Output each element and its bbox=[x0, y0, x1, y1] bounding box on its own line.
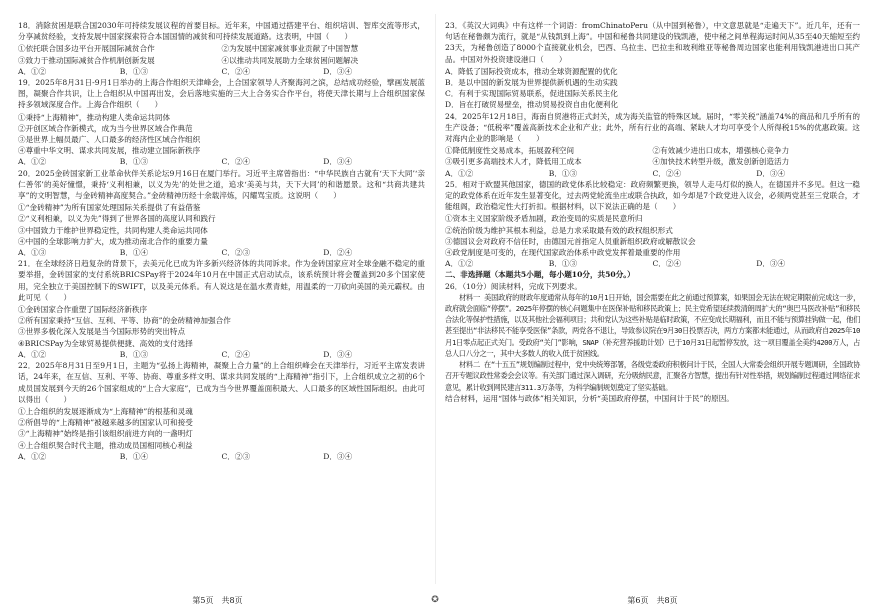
question-24 bbox=[445, 111, 860, 179]
option: ①依托联合国多边平台开展国际减贫合作 bbox=[18, 44, 155, 54]
choice: B．①③ bbox=[548, 168, 578, 178]
option: ②统治阶级为维护其根本利益，总是力求采取最有效的政权组织形式 bbox=[445, 225, 673, 235]
option: A．降低了国际投资成本，推动全球资源配置的优化 bbox=[445, 66, 618, 76]
material-two: 材料二 在“十五五”规划编制过程中，党中央统筹部署，各级党委政府积极问计于民，全国人大常委会组织开展专题调研，全国政协召开专题议政性常委会会议等。有关部门通过深入调研，充分吸纳民意，汇聚各方智慧，提出有针对性举措，规划编制过程通过网络征求意见，累计收到网民建言311.3万条等，为科学编制规划奠定了坚实基础。 bbox=[445, 360, 860, 392]
option: C．有利于实现国际贸易联系，促进国际关系民主化 bbox=[445, 89, 618, 99]
binding-mark-icon: ✪ bbox=[431, 595, 439, 605]
option: D．旨在打破贸易壁垒，推动贸易投资自由化便利化 bbox=[445, 100, 619, 110]
option: ③吸引更多高端技术人才，降低用工成本 bbox=[445, 157, 582, 167]
option: ④尊重中华文明、谋求共同发展，推动建立国际新秩序 bbox=[18, 146, 201, 156]
option: ③致力于推动国际减贫合作机制创新发展 bbox=[18, 55, 155, 65]
choice: D．③④ bbox=[323, 66, 353, 76]
question-stem: 23．《英汉大词典》中有这样一个词语：fromChinatoPeru（从中国到秘鲁），中文意思就是“走遍天下”。近几年，还有一句话在秘鲁颇为流行，就是“从钱凯到上海”。中国和秘鲁共同建设的钱凯港，使中秘之间单程海运时间从35至40天缩短至约23天，为秘鲁创造了8000个直接就业机会，巴西、乌拉圭、巴拉圭和玻利维亚等秘鲁周边国家也能利用钱凯港进出口其产品。中国对外投资建设港口（ ） bbox=[445, 21, 860, 64]
option: ③“上海精神”始终是指引该组织前进方向的一盏明灯 bbox=[18, 429, 193, 439]
right-page bbox=[435, 0, 870, 614]
question-23 bbox=[445, 20, 860, 111]
option: ④中国的全球影响力扩大，成为推动南北合作的重要力量 bbox=[18, 236, 208, 246]
question-stem: 22．2025年8月31日至9月1日，主题为“弘扬上海精神，凝聚上合力量”的上合组织峰会在天津举行，习近平主席发表讲话，24年来，在互信、互利、平等、协商、尊重多样文明、谋求共同发展的“上海精神”指引下，上合组织成立之初的6个成员国发展到今天的26个国家组成的“上合大家庭”，已成为当今世界覆盖面积最大、人口最多的区域性国际组织。由此可以得出（ ） bbox=[18, 361, 425, 404]
choice: C．②④ bbox=[652, 259, 682, 269]
choice: D．③④ bbox=[756, 168, 786, 178]
option: ④加快技术转型升级，激发创新创造活力 bbox=[652, 157, 790, 167]
choice: B．①③ bbox=[548, 259, 578, 269]
choice: A．①③ bbox=[18, 248, 47, 258]
choice: C．②④ bbox=[221, 349, 251, 359]
option: ④BRICSPay为全球贸易提供便捷、高效的支付选择 bbox=[18, 338, 193, 348]
option: ④上合组织契合时代主题，推动成员国相同核心利益 bbox=[18, 440, 193, 450]
choice: B．①④ bbox=[119, 451, 149, 461]
choice: A．①② bbox=[445, 259, 474, 269]
choice: A．①② bbox=[18, 451, 47, 461]
question-21 bbox=[18, 258, 425, 360]
choice: B．①③ bbox=[119, 157, 149, 167]
choice: B．①③ bbox=[119, 66, 149, 76]
question-stem: 25．相对于欧盟其他国家，德国的政党体系比较稳定：政府频繁更换，领导人走马灯似的换人，在德国并不多见。但这一稳定的政党体系在近年发生显著变化，过去两党轮流坐庄或联合执政，如今却是7个政党进入议会，必须两党甚至三党联合，才能组阁，政治稳定性大打折扣。根据材料，以下说法正确的是（ ） bbox=[445, 179, 860, 212]
page-number: 第5页 共8页 bbox=[192, 596, 243, 605]
option: ②有效减少进出口成本，增强核心竞争力 bbox=[652, 146, 790, 156]
option: ③德国议会对政府不信任时，由德国元首指定人员重新组织政府或解散议会 bbox=[445, 236, 696, 246]
choice: C．②③ bbox=[221, 248, 251, 258]
question-26 bbox=[445, 281, 860, 404]
question-stem: 21．在全球经济日趋复杂的背景下，去美元化已成为许多新兴经济体的共同诉求。作为金砖国家应对全球金融不稳定的重要举措，金砖国家的支付系统BRICSPay将于2024年10月在中国正式启动试点，该系统预计将会覆盖到20多个国家使用，完全独立于美国控制下的SWIFT，以及美元体系。有人说这是在温水煮青蛙，用温柔的一刀砍向美国的美元霸权。由此可见（ ） bbox=[18, 259, 425, 302]
choice: D．③④ bbox=[756, 259, 786, 269]
option: ③世界多极化深入发展是当今国际形势的突出特点 bbox=[18, 327, 186, 337]
choice: B．①④ bbox=[119, 248, 149, 258]
section-heading: 二、非选择题（本题共5小题，每小题10分，共50分。） bbox=[445, 270, 635, 280]
question-18 bbox=[18, 20, 425, 77]
choice: C．②④ bbox=[652, 168, 682, 178]
question-22 bbox=[18, 360, 425, 462]
choice: C．②④ bbox=[221, 66, 251, 76]
choice: D．③④ bbox=[323, 157, 353, 167]
choice: D．③④ bbox=[323, 349, 353, 359]
option: ①资本主义国家阶级矛盾加剧，政治变局的实质是民意所归 bbox=[445, 214, 643, 224]
choice: D．③④ bbox=[323, 451, 353, 461]
option: ①上合组织的发展逐渐成为“上海精神”的根基和灵魂 bbox=[18, 406, 193, 416]
option: B．是以中国的新发展为世界提供新机遇的生动实践 bbox=[445, 78, 618, 88]
option: ①“金砖精神”为所有国家处理国际关系提供了有益借鉴 bbox=[18, 203, 201, 213]
choice: C．②④ bbox=[221, 157, 251, 167]
choice: A．①② bbox=[18, 66, 47, 76]
choice: D．②④ bbox=[323, 248, 353, 258]
option: ③中国致力于维护世界稳定性，共同构建人类命运共同体 bbox=[18, 225, 208, 235]
question-stem: 18．消除贫困是联合国2030年可持续发展议程的首要目标。近年来，中国通过搭建平台、组织培训、智库交流等形式，分享减贫经验，支持发展中国家探索符合本国国情的减贫和可持续发展道路。这表明，中国（ ） bbox=[18, 21, 425, 42]
choice: C．②③ bbox=[221, 451, 251, 461]
option: ②所倡导的“上海精神”被越来越多的国家认可和接受 bbox=[18, 418, 193, 428]
question-stem: 19．2025年8月31日-9月1日举办的上海合作组织天津峰会，上合国家领导人齐聚海河之滨，总结成功经验，擘画发展蓝图，凝聚合作共识，让上合组织从中国再出发，会后落地实施的三大上合务实合作平台，将使天津长期与上合组织国家保持多领域深度合作。上海合作组织（ ） bbox=[18, 78, 425, 110]
question-prompt: 结合材料，运用“国体与政体”相关知识，分析“美国政府停摆，中国问计于民”的原因。 bbox=[445, 393, 734, 403]
option: ②所有国家秉持“互信、互利、平等、协商”的金砖精神加强合作 bbox=[18, 316, 231, 326]
question-19 bbox=[18, 77, 425, 168]
option: ①秉持“上海精神”，推动构建人类命运共同体 bbox=[18, 112, 171, 122]
option: ②开创区域合作新模式，成为当今世界区域合作典范 bbox=[18, 123, 193, 133]
question-stem: 26．（10分）阅读材料，完成下列要求。 bbox=[445, 281, 583, 291]
material-one: 材料一 美国政府的财政年度通常从每年的10月1日开始，国会需要在此之前通过预算案，如果国会无法在规定期限前完成这一步，政府就会面临“停摆”。2025年停摆的核心问题集中在医保补贴和移民政策上；民主党希望延续拨清朗周扩大的“奥巴马医改补贴”和移民合法化等保护性措施，以及其他社会福利项目；共和党认为这些补贴是临时政策，不应变成长期福利，而且不能与预算挂钩做一起，他们甚至提出“非法移民不能享受医保”条款，两党各不退让，导致参议院在9月30日投票否决，两方方案都未能通过，从而政府自2025年10月1日零点起正式关门。受政府“关门”影响，SNAP（补充营养援助计划）已于10月31日起暂停发放，这一项目覆盖全美约4200万人，占总人口八分之一，其中大多数人的收入低于贫困线。 bbox=[445, 292, 860, 358]
option: ④政党制度是可变的，在现代国家政治体系中政党发挥着最重要的作用 bbox=[445, 248, 681, 258]
page-number: 第6页 共8页 bbox=[627, 596, 678, 605]
option: ①降低制度性交易成本，拓展盈利空间 bbox=[445, 146, 575, 156]
option: ②为发展中国家减贫事业贡献了中国智慧 bbox=[221, 44, 359, 54]
option: ④以推动共同发展助力全球贫困问题解决 bbox=[221, 55, 359, 65]
question-stem: 24．2025年12月18日，海南自贸港将正式封关，成为海关监管的特殊区域。届时，“零关税”涵盖74%的商品和几乎所有的生产设备；“低税率”覆盖高新技术企业和产业；此外，所有行业的高端、紧缺人才均可享受个人所得税15%的优惠政策。这对海内企业的影响是（ ） bbox=[445, 111, 860, 144]
question-25 bbox=[445, 179, 860, 270]
option: ①金砖国家合作重塑了国际经济新秩序 bbox=[18, 305, 148, 315]
question-20 bbox=[18, 168, 425, 259]
option: ②“义利相兼，以义为先”得到了世界各国的高度认同和践行 bbox=[18, 214, 216, 224]
choice: A．①② bbox=[445, 168, 474, 178]
option: ③是世界上幅员最广、人口最多的经济性区域合作组织 bbox=[18, 135, 201, 145]
choice: A．①② bbox=[18, 157, 47, 167]
choice: B．①③ bbox=[119, 349, 149, 359]
question-stem: 20．2025金砖国家新工业革命伙伴关系论坛9月16日在厦门举行。习近平主席曾指出：“中华民族自古就有‘天下大同’‘亲仁善邻’的美好憧憬，秉持‘义利相兼，以义为先’的处世之道，追求‘美美与共，天下大同’的和谐愿景。这和“共商共建共享”的文明智慧，与金砖精神高度契合。”金砖精神历经十余载淬炼，闪耀骂宝质。这说明（ ） bbox=[18, 168, 425, 201]
choice: A．①② bbox=[18, 349, 47, 359]
